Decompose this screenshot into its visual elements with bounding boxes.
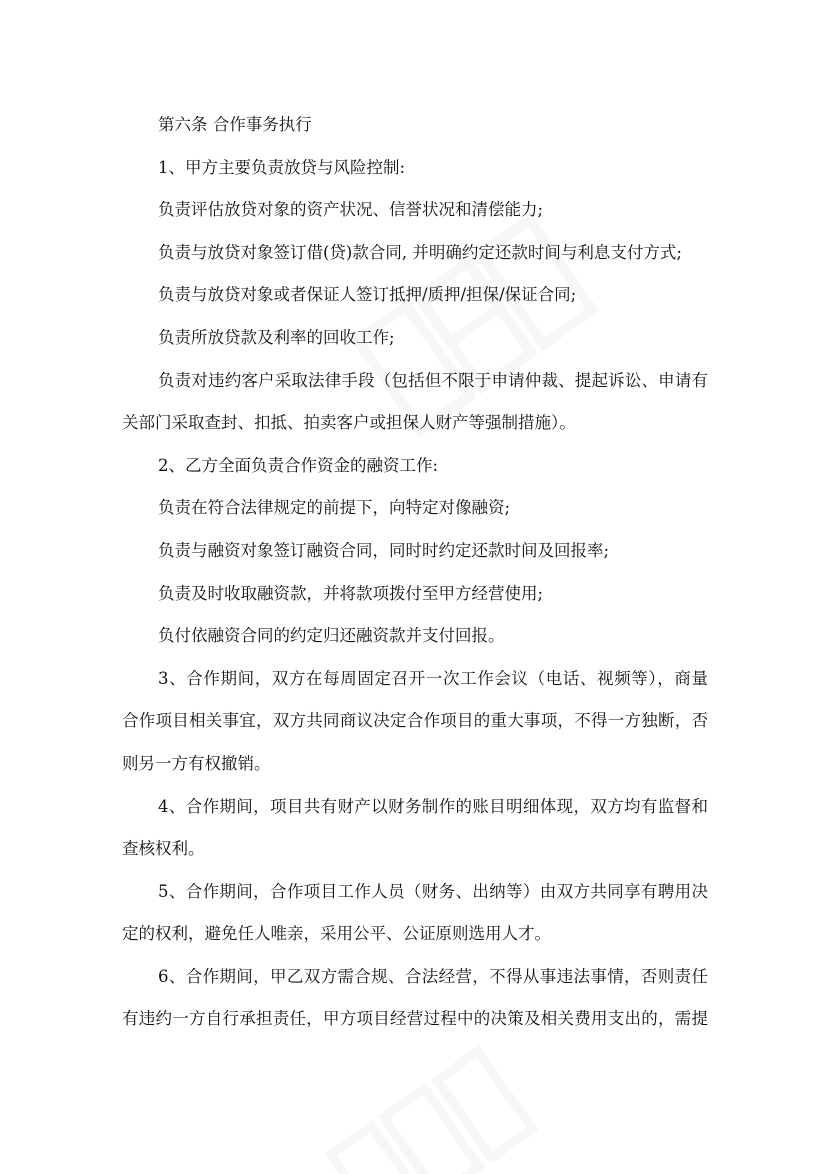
paragraph-line-18: 5、合作期间，合作项目工作人员（财务、出纳等）由双方共同享有聘用决 bbox=[158, 881, 708, 901]
paragraph-line-21: 有违约一方自行承担责任，甲方项目经营过程中的决策及相关费用支出的，需提 bbox=[122, 1009, 708, 1029]
paragraph-line-2: 负责评估放贷对象的资产状况、信誉状况和清偿能力; bbox=[158, 200, 544, 220]
paragraph-line-16: 4、合作期间，项目共有财产以财务制作的账目明细体现，双方均有监督和 bbox=[158, 796, 708, 816]
paragraph-line-4: 负责与放贷对象或者保证人签订抵押/质押/担保/保证合同; bbox=[158, 285, 577, 305]
paragraph-line-11: 负责及时收取融资款，并将款项拨付至甲方经营使用; bbox=[158, 583, 544, 603]
watermark-bottom-icon bbox=[314, 1033, 547, 1174]
paragraph-line-17: 查核权利。 bbox=[122, 839, 205, 859]
article-title: 第六条 合作事务执行 bbox=[158, 115, 312, 134]
paragraph-line-9: 负责在符合法律规定的前提下，向特定对像融资; bbox=[158, 498, 511, 518]
paragraph-line-6: 负责对违约客户采取法律手段（包括但不限于申请仲裁、提起诉讼、申请有 bbox=[158, 370, 708, 390]
paragraph-line-14: 合作项目相关事宜，双方共同商议决定合作项目的重大事项，不得一方独断，否 bbox=[122, 711, 708, 731]
paragraph-line-15: 则另一方有权撤销。 bbox=[122, 753, 271, 773]
paragraph-line-20: 6、合作期间，甲乙双方需合规、合法经营，不得从事违法事情，否则责任 bbox=[158, 966, 708, 986]
paragraph-line-8: 2、乙方全面负责合作资金的融资工作: bbox=[158, 455, 439, 475]
paragraph-line-19: 定的权利，避免任人唯亲，采用公平、公证原则选用人才。 bbox=[122, 924, 551, 944]
paragraph-line-7: 关部门采取查封、扣抵、拍卖客户或担保人财产等强制措施）。 bbox=[122, 413, 576, 433]
paragraph-line-10: 负责与融资对象签订融资合同，同时时约定还款时间及回报率; bbox=[158, 540, 610, 560]
paragraph-line-1: 1、甲方主要负责放贷与风险控制: bbox=[158, 157, 406, 177]
paragraph-line-13: 3、合作期间，双方在每周固定召开一次工作会议（电话、视频等），商量 bbox=[158, 668, 708, 688]
paragraph-line-5: 负责所放贷款及利率的回收工作; bbox=[158, 327, 395, 347]
paragraph-line-12: 负付依融资合同的约定归还融资款并支付回报。 bbox=[158, 626, 505, 646]
paragraph-line-3: 负责与放贷对象签订借(贷)款合同, 并明确约定还款时间与利息支付方式; bbox=[158, 242, 682, 262]
document-body bbox=[122, 104, 708, 1041]
